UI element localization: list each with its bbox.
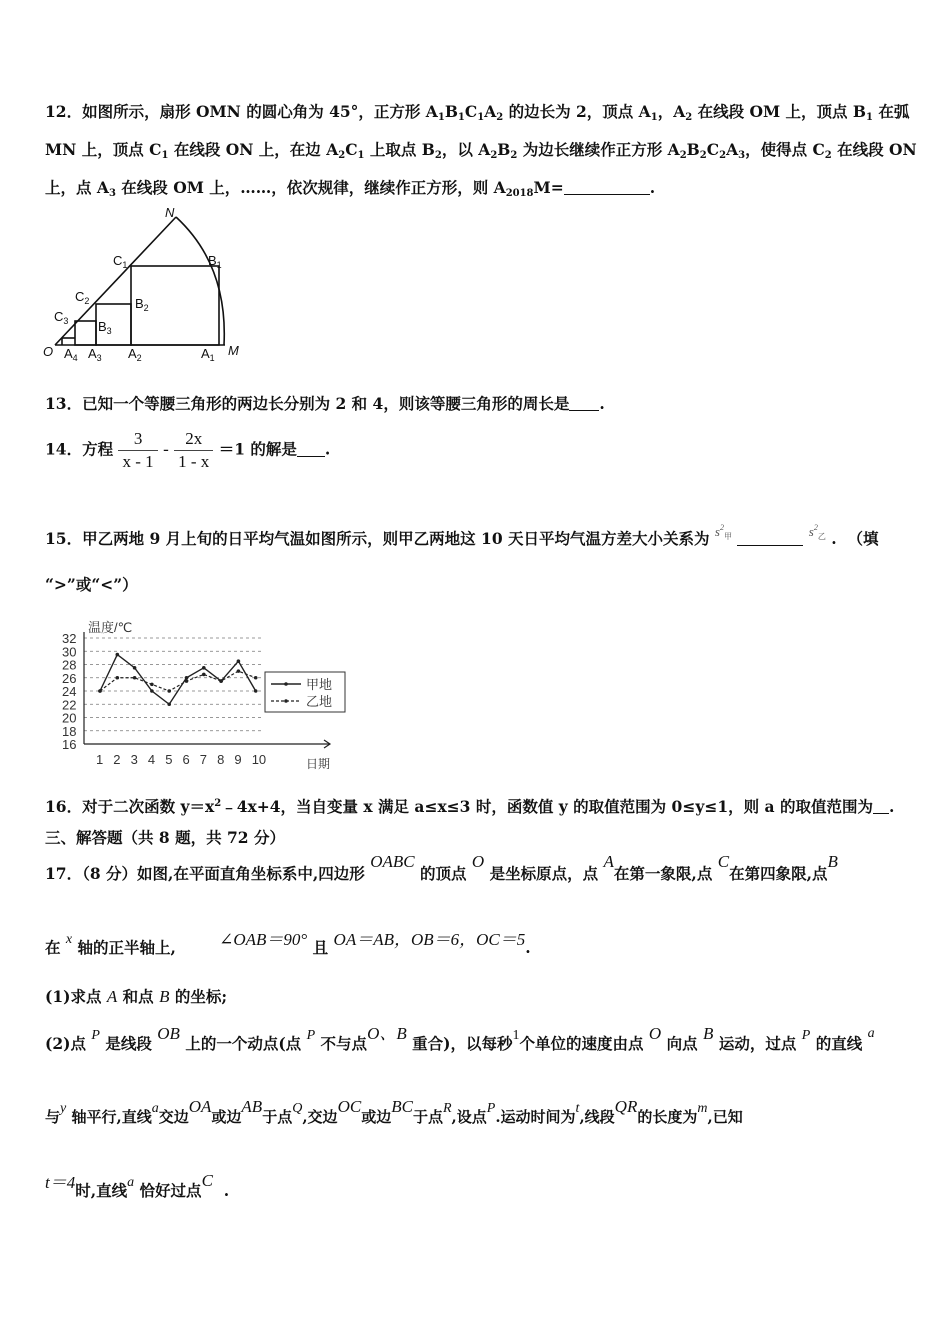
subscript: 2 — [496, 112, 504, 123]
x-tick-label: 2 — [113, 752, 121, 767]
q17-text: 运动，过点 — [718, 1034, 797, 1053]
data-point — [116, 653, 120, 657]
q17-text: ,交边 — [302, 1108, 338, 1126]
q17-line-1 — [45, 852, 838, 885]
math-angle: ∠OAB＝90° — [219, 930, 308, 949]
math-OB: OB — [157, 1024, 180, 1043]
q12-text: B — [686, 140, 700, 159]
data-point — [133, 676, 137, 680]
q17-text: 和点 — [122, 987, 154, 1006]
square-3 — [75, 321, 96, 345]
q12-text: C — [345, 140, 358, 159]
subscript: 1 — [477, 112, 485, 123]
data-point — [219, 679, 223, 683]
label-B1: $B_1$ — [208, 253, 222, 270]
q12-text: 在线段 OM 上，顶点 B — [692, 102, 867, 121]
subscript: 3 — [738, 150, 746, 161]
q12-text: 上，点 A — [45, 178, 109, 197]
math-O: O — [471, 852, 485, 871]
x-tick-label: 4 — [147, 752, 156, 767]
x-tick-label: 10 — [251, 752, 267, 767]
data-point — [167, 702, 171, 706]
q13-line — [45, 393, 605, 415]
math-R: R — [442, 1101, 452, 1116]
x-tick-label: 5 — [165, 752, 173, 767]
q17-part-2-line-1 — [45, 1024, 875, 1057]
x-axis-label: 日期 — [306, 757, 331, 771]
q15-text: “>”或“<”） — [45, 575, 138, 594]
q17-text: 时,直线 — [75, 1181, 128, 1200]
data-point — [237, 669, 241, 673]
q12-text: C — [706, 140, 720, 159]
segment-ON — [55, 217, 176, 345]
subscript: 2 — [699, 150, 707, 161]
subscript: 3 — [108, 188, 116, 199]
q12-text: A — [726, 140, 739, 159]
q14-line — [45, 428, 330, 473]
math-x: x — [65, 932, 73, 947]
q15-line-1 — [45, 525, 878, 556]
q12-text: 的边长为 2，顶点 A — [503, 102, 651, 121]
q17-part-2-line-2 — [45, 1097, 743, 1130]
q17-text: 在第一象限,点 — [613, 864, 713, 883]
q12-text: A — [484, 102, 497, 121]
q12-text: 在线段 ON — [831, 140, 917, 159]
math-OABC: OABC — [370, 852, 415, 871]
q17-text: 重合)，以每秒 — [412, 1034, 513, 1053]
math-B: B — [159, 987, 170, 1006]
q17-text: 与 — [45, 1108, 61, 1126]
math-A: A — [106, 987, 118, 1006]
x-tick-label: 3 — [130, 752, 138, 767]
subscript: 1 — [866, 112, 874, 123]
math-P: P — [486, 1101, 496, 1116]
series-line-2 — [100, 671, 256, 691]
q17-text: 交边 — [158, 1108, 189, 1126]
y-tick-label: 24 — [62, 684, 77, 699]
q17-text: 恰好过点 — [139, 1181, 202, 1200]
q12-text: MN 上，顶点 C — [45, 140, 162, 159]
math-a: a — [151, 1101, 159, 1116]
subscript: 1 — [650, 112, 658, 123]
data-point — [98, 689, 102, 693]
q17-text: 或边 — [361, 1108, 392, 1126]
subscript: 1 — [357, 150, 365, 161]
q12-text: 为边长继续作正方形 A — [517, 140, 680, 159]
y-tick-label: 30 — [62, 644, 77, 660]
arc-MN — [176, 217, 224, 345]
subscript: 2 — [338, 150, 346, 161]
data-point — [254, 676, 258, 680]
q17-text: ,线段 — [579, 1108, 615, 1126]
label-O: O — [43, 344, 54, 359]
legend-label: 乙地 — [306, 694, 333, 709]
label-M: M — [228, 343, 239, 358]
q17-text: 是线段 — [105, 1034, 152, 1053]
data-point — [237, 659, 241, 663]
math-O-B: O、B — [367, 1024, 407, 1043]
q17-text: 轴的正半轴上, — [77, 938, 176, 957]
q12-text: C — [464, 102, 478, 121]
minus-sign: - — [163, 439, 169, 459]
data-point — [254, 689, 258, 693]
y-tick-label: 26 — [62, 670, 77, 686]
q12-text: 12．如图所示，扇形 OMN 的圆心角为 45°，正方形 A — [45, 102, 438, 121]
legend-label: 甲地 — [306, 677, 333, 692]
subscript: 2 — [679, 150, 687, 161]
math-t-equals-4: t＝4 — [45, 1173, 76, 1192]
math-P: P — [91, 1028, 100, 1043]
math-O: O — [648, 1024, 662, 1043]
q16-line — [45, 793, 894, 818]
q12-line-1 — [45, 101, 909, 129]
math-B: B — [703, 1024, 714, 1043]
legend-marker — [284, 682, 288, 686]
math-C: C — [201, 1171, 213, 1190]
q17-text: 的直线 — [815, 1034, 863, 1053]
q12-text: ，A — [657, 102, 686, 121]
math-AB: AB — [241, 1097, 263, 1116]
denominator: 1 - x — [178, 452, 210, 471]
q17-text: 17．（8 分）如图,在平面直角坐标系中,四边形 — [45, 864, 365, 883]
label-A1: $A_1$ — [201, 346, 215, 363]
math-1: 1 — [512, 1028, 520, 1043]
x-tick-label: 6 — [182, 752, 190, 767]
math-conditions: OA＝AB，OB＝6，OC＝5 — [333, 930, 526, 949]
q17-text: (1)求点 — [45, 987, 102, 1006]
q17-text: . — [223, 1181, 230, 1200]
label-A2: $A_2$ — [128, 346, 142, 363]
q17-text: 向点 — [666, 1034, 698, 1053]
q12-text: M= — [533, 178, 564, 197]
math-C: C — [717, 852, 730, 871]
data-point — [185, 679, 189, 683]
chart-legend — [265, 672, 345, 712]
q16-text: 16．对于二次函数 y＝x — [45, 797, 215, 816]
denominator: x - 1 — [122, 452, 154, 471]
q17-text: 或边 — [211, 1108, 242, 1126]
math-B: B — [827, 852, 838, 871]
data-point — [202, 673, 206, 677]
section-title: 三、解答题（共 8 题，共 72 分） — [45, 828, 285, 847]
subscript: 2 — [719, 150, 727, 161]
numerator: 2x — [174, 428, 213, 451]
subscript: 1 — [161, 150, 169, 161]
answer-blank[interactable] — [873, 797, 889, 814]
q17-text: 且 — [312, 938, 329, 957]
q12-text: 在弧 — [873, 102, 910, 121]
q12-text: 上取点 B — [364, 140, 435, 159]
q15-text: . — [831, 529, 837, 548]
q16-text: . — [888, 797, 895, 816]
q17-text: 的坐标; — [174, 987, 228, 1006]
temperature-chart — [58, 616, 358, 774]
q12-text: B — [444, 102, 458, 121]
label-B2: $B_2$ — [135, 296, 149, 313]
subscript: 2 — [824, 150, 832, 161]
q17-text: (2)点 — [45, 1034, 86, 1053]
label-C1: $C_1$ — [113, 253, 128, 270]
math-m: m — [697, 1101, 708, 1116]
x-tick-label: 9 — [234, 752, 242, 767]
math-P: P — [801, 1028, 811, 1043]
math-t: t — [575, 1101, 580, 1116]
subscript: 2018 — [505, 188, 534, 199]
subscript: 2 — [510, 150, 518, 161]
math-y: y — [60, 1101, 67, 1116]
q12-line-2 — [45, 139, 917, 167]
x-tick-label: 8 — [217, 752, 225, 767]
y-tick-label: 16 — [62, 737, 77, 752]
q14-text: ＝1 的解是 — [218, 439, 297, 459]
math-QR: QR — [614, 1097, 638, 1116]
legend-marker — [284, 699, 288, 703]
q16-text: ﹣4x+4，当自变量 x 满足 a≤x≤3 时，函数值 y 的取值范围为 0≤y≤1，则 a 的取值范围为 — [221, 797, 873, 816]
y-tick-label: 28 — [62, 657, 77, 673]
q12-text: . — [649, 178, 656, 197]
q17-text: 在第四象限,点 — [729, 864, 828, 883]
q17-part-1 — [45, 986, 227, 1008]
y-tick-label: 22 — [62, 697, 77, 713]
q17-text: 是坐标原点，点 — [489, 864, 599, 883]
q17-text: 不与点 — [320, 1034, 368, 1053]
superscript: 2 — [214, 798, 222, 809]
q14-text: . — [324, 439, 331, 459]
answer-blank[interactable] — [297, 440, 325, 457]
q12-text: B — [497, 140, 511, 159]
subscript: 2 — [490, 150, 498, 161]
data-point — [133, 666, 137, 670]
label-A3: $A_3$ — [88, 346, 102, 363]
math-P: P — [306, 1028, 316, 1043]
data-point — [185, 676, 189, 680]
data-point — [202, 666, 206, 670]
math-a: a — [867, 1026, 875, 1041]
math-OC: OC — [337, 1097, 362, 1116]
label-B3: $B_3$ — [98, 319, 112, 336]
q12-figure — [40, 205, 255, 370]
y-axis-label: 温度/℃ — [88, 620, 133, 635]
numerator: 3 — [118, 428, 157, 451]
series-line-1 — [100, 655, 256, 705]
data-point — [150, 683, 154, 687]
q15-text: （填 — [847, 529, 879, 548]
q17-text: 上的一个动点(点 — [185, 1034, 302, 1053]
subscript: 2 — [434, 150, 442, 161]
q12-text: 在线段 OM 上，……，依次规律，继续作正方形，则 A — [115, 178, 506, 197]
y-tick-label: 20 — [62, 710, 77, 726]
label-N: N — [165, 205, 175, 220]
q12-text: ，以 A — [441, 140, 491, 159]
q17-text: ,设点 — [451, 1108, 487, 1126]
fraction-1 — [118, 428, 157, 473]
q17-text: ,已知 — [707, 1108, 743, 1126]
label-C3: $C_3$ — [54, 309, 69, 326]
math-Q: Q — [292, 1101, 303, 1116]
math-a: a — [127, 1175, 135, 1190]
q17-text: 于点 — [412, 1108, 443, 1126]
q15-text: 15．甲乙两地 9 月上旬的日平均气温如图所示，则甲乙两地这 10 天日平均气温方差大小关系为 — [45, 529, 710, 548]
x-tick-label: 1 — [96, 752, 104, 767]
q17-part-2-line-3 — [45, 1171, 230, 1204]
data-point — [150, 689, 154, 693]
q17-text: 于点 — [262, 1108, 293, 1126]
legend-box — [265, 672, 345, 712]
q14-text: 14．方程 — [45, 439, 114, 459]
subscript: 2 — [685, 112, 693, 123]
data-point — [116, 676, 120, 680]
data-point — [167, 689, 171, 693]
q13-text: . — [599, 394, 605, 413]
q12-text: ，使得点 C — [745, 140, 825, 159]
variance-jia: s2甲 — [714, 523, 732, 541]
math-A: A — [603, 852, 614, 871]
q13-text: 13．已知一个等腰三角形的两边长分别为 2 和 4，则该等腰三角形的周长是 — [45, 394, 570, 413]
answer-blank[interactable] — [564, 178, 650, 195]
subscript: 1 — [437, 112, 445, 123]
q17-line-2 — [45, 930, 531, 961]
q15-line-2 — [45, 574, 138, 596]
q12-line-3 — [45, 177, 655, 205]
fraction-2 — [174, 428, 213, 473]
answer-blank[interactable] — [737, 529, 803, 546]
q17-text: 轴平行,直线 — [71, 1108, 152, 1126]
x-tick-label: 7 — [199, 752, 208, 767]
subscript: 1 — [457, 112, 465, 123]
q17-text: 的顶点 — [420, 864, 467, 883]
label-A4: $A_4$ — [64, 346, 78, 363]
variance-yi: s2乙 — [808, 523, 826, 541]
y-tick-label: 18 — [62, 723, 77, 739]
q17-text: .运动时间为 — [495, 1108, 576, 1126]
q17-text: 的长度为 — [637, 1108, 698, 1126]
label-C2: $C_2$ — [75, 289, 90, 306]
y-tick-label: 32 — [62, 631, 77, 646]
answer-blank[interactable] — [569, 394, 599, 411]
math-OA: OA — [188, 1097, 212, 1116]
q17-text: 个单位的速度由点 — [519, 1034, 644, 1053]
q17-text: . — [525, 938, 531, 957]
section-heading — [45, 827, 285, 849]
math-BC: BC — [391, 1097, 413, 1116]
q12-text: 在线段 ON 上，在边 A — [168, 140, 339, 159]
q17-text: 在 — [45, 938, 61, 957]
